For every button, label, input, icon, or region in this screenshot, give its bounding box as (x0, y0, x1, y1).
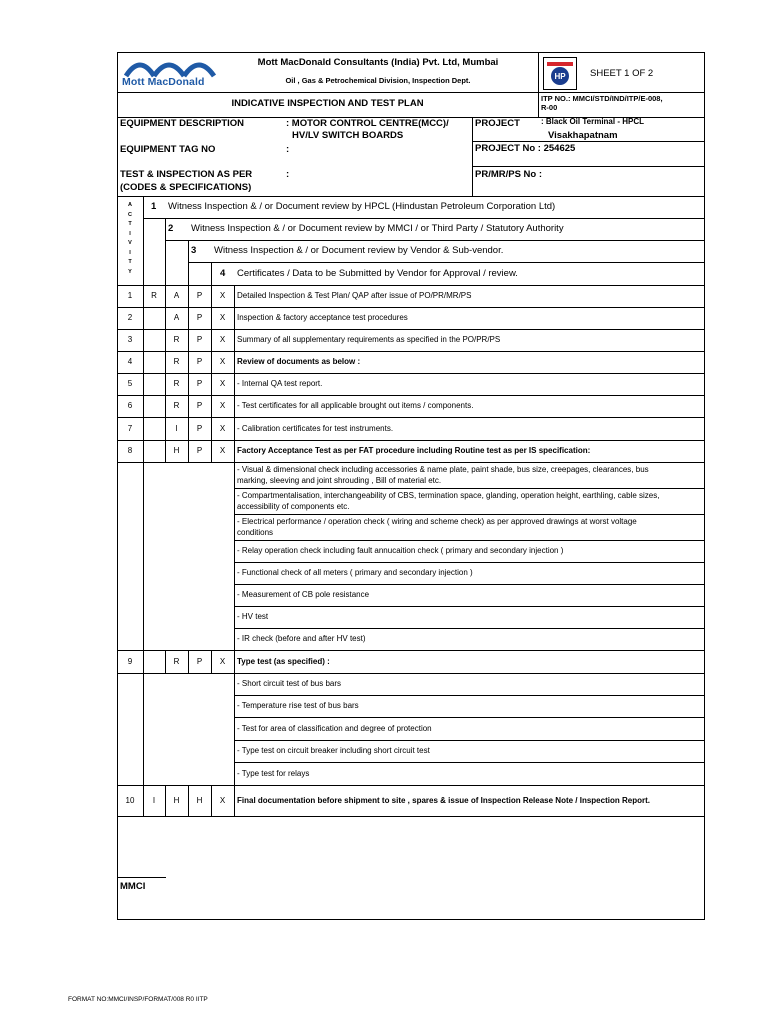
fat-item-2-line1: - Compartmentalisation, interchangeability of CBS, termination space, glanding, operation height, earthling, cable sizes, (237, 491, 660, 500)
test-inspection-colon: : (286, 169, 290, 180)
fat-item-7: - HV test (237, 612, 269, 621)
row-8-row-number: 8 (127, 446, 133, 455)
row-10-col-1: I (152, 796, 156, 805)
row-2-col-3: P (196, 313, 203, 322)
row-5-col-4: X (219, 379, 226, 388)
test-inspection-label: TEST & INSPECTION AS PER (120, 169, 253, 180)
legend-4-number: 4 (220, 268, 226, 279)
legend-1-number: 1 (151, 201, 157, 212)
row-1-col-4: X (219, 291, 226, 300)
test-inspection-codes: (CODES & SPECIFICATIONS) (120, 182, 252, 193)
type-test-item-3: - Test for area of classification and degree of protection (237, 724, 432, 733)
mott-macdonald-logo-icon (124, 56, 216, 78)
activity-letters (117, 201, 143, 277)
fat-item-8: - IR check (before and after HV test) (237, 634, 366, 643)
row-8-col-4: X (219, 446, 226, 455)
project-location: Visakhapatnam (548, 130, 618, 141)
row-3-col-3: P (196, 335, 203, 344)
fat-item-4: - Relay operation check including fault annucaition check ( primary and secondary injection ) (237, 546, 564, 555)
row-10-col-4: X (219, 796, 226, 805)
company-name: Mott MacDonald Consultants (India) Pvt. Ltd, Mumbai (257, 57, 499, 68)
fat-item-3-line1: - Electrical performance / operation check ( wiring and scheme check) as per approved drawings at worst voltage (237, 517, 637, 526)
project-label: PROJECT (475, 118, 520, 129)
activity-letter: C (128, 211, 132, 218)
row-6-col-3: P (196, 401, 203, 410)
pr-mr-ps-label: PR/MR/PS No : (475, 169, 543, 180)
row-10-text: Final documentation before shipment to site , spares & issue of Inspection Release Note / Inspection Report. (237, 796, 650, 805)
row-4-col-4: X (219, 357, 226, 366)
activity-letter: I (129, 249, 131, 256)
legend-2-number: 2 (168, 223, 174, 234)
row-7-col-4: X (219, 424, 226, 433)
legend-3-number: 3 (191, 245, 197, 256)
mmci-signature-label: MMCI (120, 881, 146, 892)
row-2-col-2: A (173, 313, 180, 322)
row-4-col-2: R (173, 357, 180, 366)
sheet-number: SHEET 1 OF 2 (590, 68, 654, 79)
type-test-item-2: - Temperature rise test of bus bars (237, 701, 359, 710)
fat-item-2-line2: accessibility of components etc. (237, 502, 350, 511)
fat-item-6: - Measurement of CB pole resistance (237, 590, 370, 599)
row-9-row-number: 9 (127, 657, 133, 666)
row-2-col-4: X (219, 313, 226, 322)
project-value: : Black Oil Terminal - HPCL (541, 117, 644, 126)
row-9-col-3: P (196, 657, 203, 666)
row-10-col-3: H (196, 796, 203, 805)
fat-item-5: - Functional check of all meters ( primary and secondary injection ) (237, 568, 473, 577)
row-5-col-2: R (173, 379, 180, 388)
row-3-col-4: X (219, 335, 226, 344)
row-1-row-number: 1 (127, 291, 133, 300)
hp-logo-icon (544, 58, 576, 89)
legend-1-text: Witness Inspection & / or Document review by HPCL (Hindustan Petroleum Corporation Ltd) (168, 201, 556, 212)
company-division: Oil , Gas & Petrochemical Division, Inspection Dept. (285, 76, 471, 85)
row-1-col-2: A (173, 291, 180, 300)
row-1-col-3: P (196, 291, 203, 300)
row-5-text: - Internal QA test report. (237, 379, 323, 388)
type-test-item-5: - Type test for relays (237, 769, 310, 778)
row-6-text: - Test certificates for all applicable brought out items / components. (237, 401, 474, 410)
row-2-row-number: 2 (127, 313, 133, 322)
type-test-item-1: - Short circuit test of bus bars (237, 679, 342, 688)
fat-item-1-line1: - Visual & dimensional check including accessories & name plate, paint shade, bus size, creepages, clearances, bus (237, 465, 649, 474)
row-7-col-3: P (196, 424, 203, 433)
logo-wordmark: Mott MacDonald (122, 76, 205, 88)
activity-letter: Y (128, 268, 132, 275)
row-9-col-4: X (219, 657, 226, 666)
row-9-text: Type test (as specified) : (237, 657, 330, 666)
row-7-col-2: I (175, 424, 178, 433)
activity-letter: I (129, 230, 131, 237)
row-4-row-number: 4 (127, 357, 133, 366)
activity-letter: T (128, 259, 132, 265)
fat-item-1-line2: marking, sleeving and joint shrouding , Bill of material etc. (237, 476, 442, 485)
equipment-description-value: : MOTOR CONTROL CENTRE(MCC)/ (286, 118, 449, 129)
row-1-text: Detailed Inspection & Test Plan/ QAP after issue of PO/PR/MR/PS (237, 291, 472, 300)
equipment-description-value-2: HV/LV SWITCH BOARDS (292, 130, 404, 141)
row-8-text: Factory Acceptance Test as per FAT procedure including Routine test as per IS specification: (237, 446, 591, 455)
activity-letter: T (128, 221, 132, 227)
equipment-description-label: EQUIPMENT DESCRIPTION (120, 118, 245, 129)
row-1-col-1: R (151, 291, 157, 300)
legend-2-text: Witness Inspection & / or Document review by MMCI / or Third Party / Statutory Authority (191, 223, 564, 234)
row-8-col-2: H (173, 446, 180, 455)
itp-number: ITP NO.: MMCI/STD/IND/ITP/E-008, (541, 94, 663, 103)
row-4-text: Review of documents as below : (237, 357, 361, 366)
row-5-col-3: P (196, 379, 203, 388)
fat-item-3-line2: conditions (237, 528, 274, 537)
row-2-text: Inspection & factory acceptance test procedures (237, 313, 408, 322)
legend-3-text: Witness Inspection & / or Document review by Vendor & Sub-vendor. (214, 245, 504, 256)
row-6-col-4: X (219, 401, 226, 410)
document-title: INDICATIVE INSPECTION AND TEST PLAN (231, 98, 424, 109)
type-test-item-4: - Type test on circuit breaker including short circuit test (237, 746, 430, 755)
row-3-text: Summary of all supplementary requirements as specified in the PO/PR/PS (237, 335, 501, 344)
row-7-row-number: 7 (127, 424, 133, 433)
activity-letter: A (128, 202, 132, 208)
row-5-row-number: 5 (127, 379, 133, 388)
svg-text:HP: HP (554, 72, 566, 81)
project-number: PROJECT No : 254625 (475, 143, 576, 154)
row-10-row-number: 10 (125, 796, 135, 805)
row-3-col-2: R (173, 335, 180, 344)
row-9-col-2: R (173, 657, 180, 666)
activity-letter: V (128, 240, 132, 246)
equipment-tag-label: EQUIPMENT TAG NO (120, 144, 216, 155)
equipment-tag-colon: : (286, 144, 290, 155)
row-10-col-2: H (173, 796, 180, 805)
legend-4-text: Certificates / Data to be Submitted by Vendor for Approval / review. (237, 268, 518, 279)
hp-logo (543, 57, 577, 90)
row-7-text: - Calibration certificates for test instruments. (237, 424, 394, 433)
format-number-footer: FORMAT NO:MMCI/INSP/FORMAT/008 R0 IITP (68, 996, 208, 1003)
row-6-row-number: 6 (127, 401, 133, 410)
row-4-col-3: P (196, 357, 203, 366)
row-6-col-2: R (173, 401, 180, 410)
row-8-col-3: P (196, 446, 203, 455)
itp-revision: R-00 (541, 103, 558, 112)
row-3-row-number: 3 (127, 335, 133, 344)
